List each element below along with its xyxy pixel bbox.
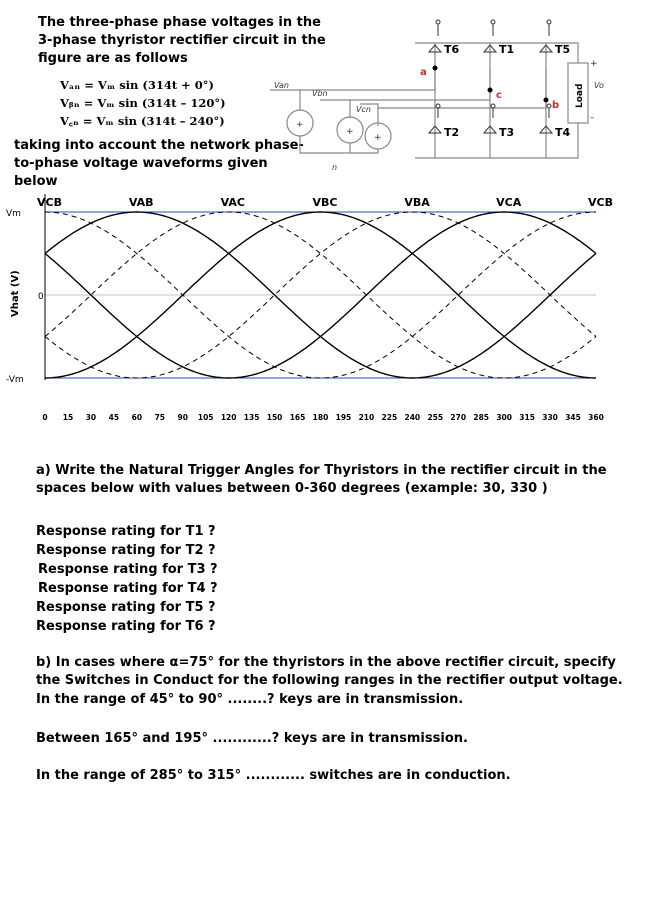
source-vbn-plus: + — [346, 127, 354, 137]
x-tick-label-255: 255 — [427, 413, 444, 422]
peak-label-vca-5: VCA — [496, 196, 522, 209]
x-tick-label-60: 60 — [131, 413, 143, 422]
x-tick-label-180: 180 — [312, 413, 329, 422]
intro-text: The three-phase phase voltages in the 3-phase thyristor rectifier circuit in the figure are as follows — [38, 15, 326, 66]
response-t3: Response rating for T3 ? — [38, 562, 218, 577]
x-tick-label-360: 360 — [588, 413, 604, 422]
peak-label-vac-2: VAC — [220, 196, 246, 209]
neutral-label: n — [332, 163, 338, 172]
source-vcn-label: Vcn — [356, 105, 371, 114]
thyristor-t1-label: T1 — [499, 43, 515, 56]
x-tick-label-150: 150 — [266, 413, 283, 422]
response-t4: Response rating for T4 ? — [38, 581, 218, 596]
response-t6: Response rating for T6 ? — [36, 619, 216, 634]
range-line-3: In the range of 285° to 315° ............ switches are in conduction. — [36, 768, 511, 783]
y-axis-label: Vhat (V) — [10, 270, 21, 317]
question-a-text: a) Write the Natural Trigger Angles for Thyristors in the rectifier circuit in the spaces below with values between 0-360 degrees (example: 30, 330 ) — [36, 463, 607, 496]
output-minus-label: – — [590, 113, 595, 123]
x-tick-label-15: 15 — [62, 413, 74, 422]
thyristor-t2-label: T2 — [444, 126, 460, 139]
x-tick-label-120: 120 — [220, 413, 237, 422]
x-tick-label-75: 75 — [154, 413, 166, 422]
range-line-2: Between 165° and 195° ............? keys are in transmission. — [36, 731, 468, 746]
thyristor-t6-label: T6 — [444, 43, 460, 56]
peak-label-vcb-0: VCB — [37, 196, 62, 209]
peak-label-vbc-3: VBC — [312, 196, 338, 209]
node-b-label: b — [552, 100, 560, 111]
output-vo-label: Vo — [594, 81, 604, 90]
x-tick-label-315: 315 — [519, 413, 535, 422]
y-tick-label-2: -Vm — [6, 375, 24, 385]
x-tick-label-285: 285 — [473, 413, 490, 422]
x-tick-label-105: 105 — [197, 413, 214, 422]
line-voltage-waveform-chart — [0, 180, 669, 430]
x-tick-label-300: 300 — [496, 413, 512, 422]
source-vbn-label: Vbn — [312, 89, 328, 98]
taking-text: taking into account the network phase-to-phase voltage waveforms given below — [14, 138, 304, 189]
output-plus-label: + — [590, 59, 598, 69]
equation-van: Vₐₙ = Vₘ sin (314t + 0°) — [60, 78, 214, 92]
node-c-label: c — [496, 90, 502, 101]
x-tick-label-135: 135 — [243, 413, 260, 422]
rectifier-circuit-diagram — [260, 8, 615, 180]
x-tick-label-330: 330 — [542, 413, 558, 422]
equation-vcn: V꜀ₙ = Vₘ sin (314t – 240°) — [60, 114, 225, 128]
response-t2: Response rating for T2 ? — [36, 543, 216, 558]
x-tick-label-165: 165 — [289, 413, 306, 422]
question-b-text: b) In cases where α=75° for the thyristors in the above rectifier circuit, specify the Switches in Conduct for the following ranges in the rectifier output voltage. — [36, 655, 623, 688]
source-van-plus: + — [296, 120, 304, 130]
x-tick-label-210: 210 — [358, 413, 375, 422]
x-tick-label-30: 30 — [85, 413, 97, 422]
thyristor-t3-label: T3 — [499, 126, 515, 139]
range-line-1: In the range of 45° to 90° ........? keys are in transmission. — [36, 692, 464, 707]
x-tick-label-45: 45 — [108, 413, 120, 422]
label-layer — [6, 196, 613, 385]
thyristor-t5-label: T5 — [555, 43, 571, 56]
source-vcn-plus: + — [374, 133, 382, 143]
x-tick-label-0: 0 — [42, 413, 48, 422]
x-tick-label-240: 240 — [404, 413, 421, 422]
peak-label-vba-4: VBA — [404, 196, 430, 209]
source-van-label: Van — [274, 81, 289, 90]
x-tick-label-345: 345 — [565, 413, 581, 422]
peak-label-vcb-6: VCB — [588, 196, 613, 209]
peak-label-vab-1: VAB — [128, 196, 154, 209]
x-tick-label-270: 270 — [450, 413, 467, 422]
x-tick-label-90: 90 — [177, 413, 188, 422]
load-label: Load — [575, 83, 585, 108]
node-a-label: a — [420, 67, 427, 78]
x-tick-label-225: 225 — [381, 413, 398, 422]
y-tick-label-0: Vm — [6, 209, 21, 219]
equation-vbn: Vᵦₙ = Vₘ sin (314t – 120°) — [60, 96, 226, 110]
tick-layer — [42, 413, 603, 422]
x-tick-label-195: 195 — [335, 413, 352, 422]
response-t5: Response rating for T5 ? — [36, 600, 216, 615]
thyristor-t4-label: T4 — [555, 126, 571, 139]
response-t1: Response rating for T1 ? — [36, 524, 216, 539]
y-tick-label-1: 0 — [38, 292, 44, 302]
